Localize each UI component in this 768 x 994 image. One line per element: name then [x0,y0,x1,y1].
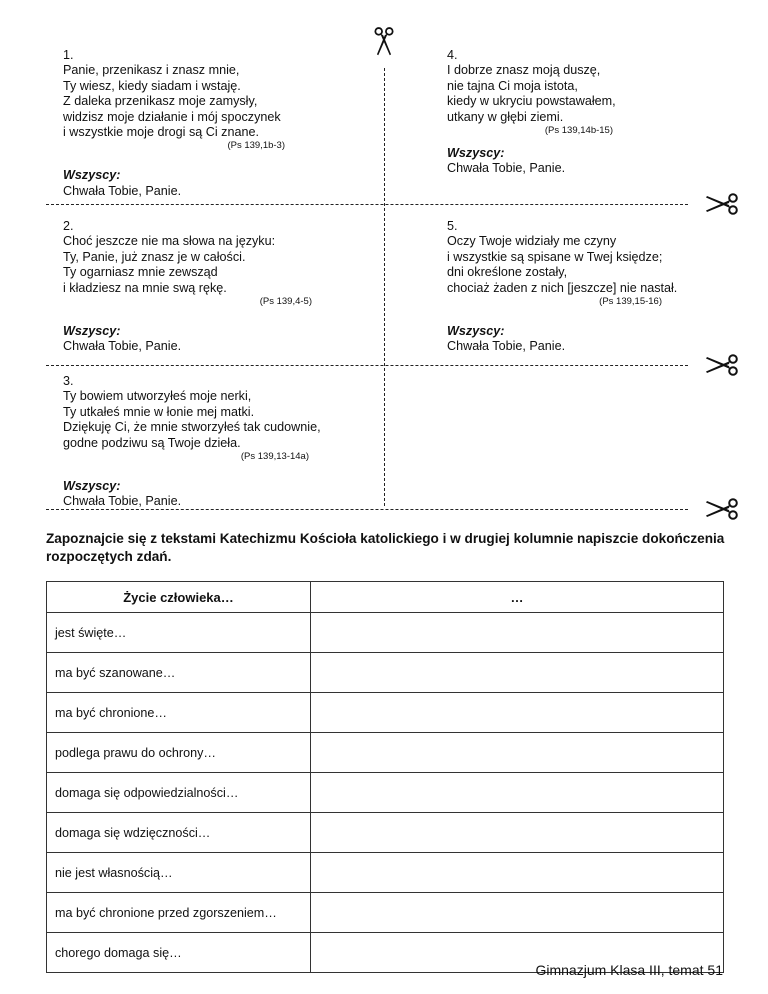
response-text: Chwała Tobie, Panie. [447,161,566,176]
answer-cell[interactable] [311,653,724,693]
table-row [47,853,724,893]
card-line: nie tajna Ci moja istota, [447,78,578,93]
answer-cell[interactable] [311,733,724,773]
card-line: godne podziwu są Twoje dzieła. [63,435,241,450]
table-row [47,813,724,853]
card-line: kiedy w ukryciu powstawałem, [447,94,616,109]
completion-table [46,581,724,973]
scissors-icon [370,27,398,57]
card-line: chociaż żaden z nich [jeszcze] nie nastał. [447,280,678,295]
reading-card-1 [63,48,285,199]
response-label: Wszyscy: [63,324,121,339]
horizontal-cut-line-3 [46,509,688,510]
answer-cell[interactable] [311,693,724,733]
response-text: Chwała Tobie, Panie. [63,339,182,354]
card-line: Ty bowiem utworzyłeś moje nerki, [63,389,252,404]
card-number: 3. [63,374,74,388]
table-row [47,893,724,933]
reading-card-3 [63,374,321,510]
table-row [47,653,724,693]
sentence-start: ma być szanowane… [47,653,311,693]
card-line: Ty ogarniasz mnie zewsząd [63,265,218,280]
response-label: Wszyscy: [447,146,505,161]
reading-card-2 [63,219,312,355]
sentence-start: ma być chronione… [47,693,311,733]
sentence-start: podlega prawu do ochrony… [47,733,311,773]
card-line: widzisz moje działanie i mój spoczynek [63,109,281,124]
sentence-start: ma być chronione przed zgorszeniem… [47,893,311,933]
psalm-reference: (Ps 139,1b-3) [227,140,285,152]
reading-card-5 [447,219,678,355]
card-line: dni określone zostały, [447,265,568,280]
card-number: 2. [63,219,74,233]
scissors-icon [704,354,738,376]
sentence-start: jest święte… [47,613,311,653]
card-line: Oczy Twoje widziały me czyny [447,234,617,249]
table-row [47,613,724,653]
answer-cell[interactable] [311,813,724,853]
task-instruction: Zapoznajcie się z tekstami Katechizmu Kościoła katolickiego i w drugiej kolumnie napiszcie dokończenia rozpoczętych zdań. [46,531,725,564]
table-row [47,693,724,733]
answer-cell[interactable] [311,893,724,933]
answer-cell[interactable] [311,853,724,893]
card-line: Ty utkałeś mnie w łonie mej matki. [63,404,255,419]
psalm-reference: (Ps 139,15-16) [599,296,662,308]
response-text: Chwała Tobie, Panie. [63,183,182,198]
card-line: I dobrze znasz moją duszę, [447,63,601,78]
card-line: i kładziesz na mnie swą rękę. [63,280,227,295]
sentence-start: domaga się odpowiedzialności… [47,773,311,813]
horizontal-cut-line-1 [46,204,688,205]
answer-cell[interactable] [311,773,724,813]
scissors-icon [704,193,738,215]
table-header-row [47,582,724,613]
card-line: Panie, przenikasz i znasz mnie, [63,63,240,78]
psalm-reference: (Ps 139,13-14a) [240,451,309,463]
response-text: Chwała Tobie, Panie. [63,494,182,509]
sentence-start: nie jest własnością… [47,853,311,893]
card-line: i wszystkie są spisane w Twej księdze; [447,249,663,264]
card-line: Ty wiesz, kiedy siadam i wstaję. [63,78,241,93]
card-line: Z daleka przenikasz moje zamysły, [63,94,258,109]
card-line: Choć jeszcze nie ma słowa na języku: [63,234,276,249]
card-line: Ty, Panie, już znasz je w całości. [63,249,246,264]
vertical-cut-line [384,68,385,506]
card-number: 5. [447,219,458,233]
psalm-reference: (Ps 139,4-5) [259,296,312,308]
reading-card-4 [447,48,616,177]
response-label: Wszyscy: [447,324,505,339]
answer-cell[interactable] [311,613,724,653]
response-label: Wszyscy: [63,479,121,494]
card-line: Dziękuję Ci, że mnie stworzyłeś tak cudownie, [63,420,321,435]
card-line: utkany w głębi ziemi. [447,109,564,124]
column-header-completion: … [311,582,724,613]
sentence-start: domaga się wdzięczności… [47,813,311,853]
sentence-start: chorego domaga się… [47,933,311,973]
card-line: i wszystkie moje drogi są Ci znane. [63,125,259,140]
scissors-icon [704,498,738,520]
table-row [47,733,724,773]
response-label: Wszyscy: [63,168,121,183]
card-number: 1. [63,48,74,62]
response-text: Chwała Tobie, Panie. [447,339,566,354]
card-number: 4. [447,48,458,62]
column-header-life: Życie człowieka… [47,582,311,613]
page-footer: Gimnazjum Klasa III, temat 51 [535,962,723,978]
table-row [47,773,724,813]
psalm-reference: (Ps 139,14b-15) [544,125,613,137]
horizontal-cut-line-2 [46,365,688,366]
